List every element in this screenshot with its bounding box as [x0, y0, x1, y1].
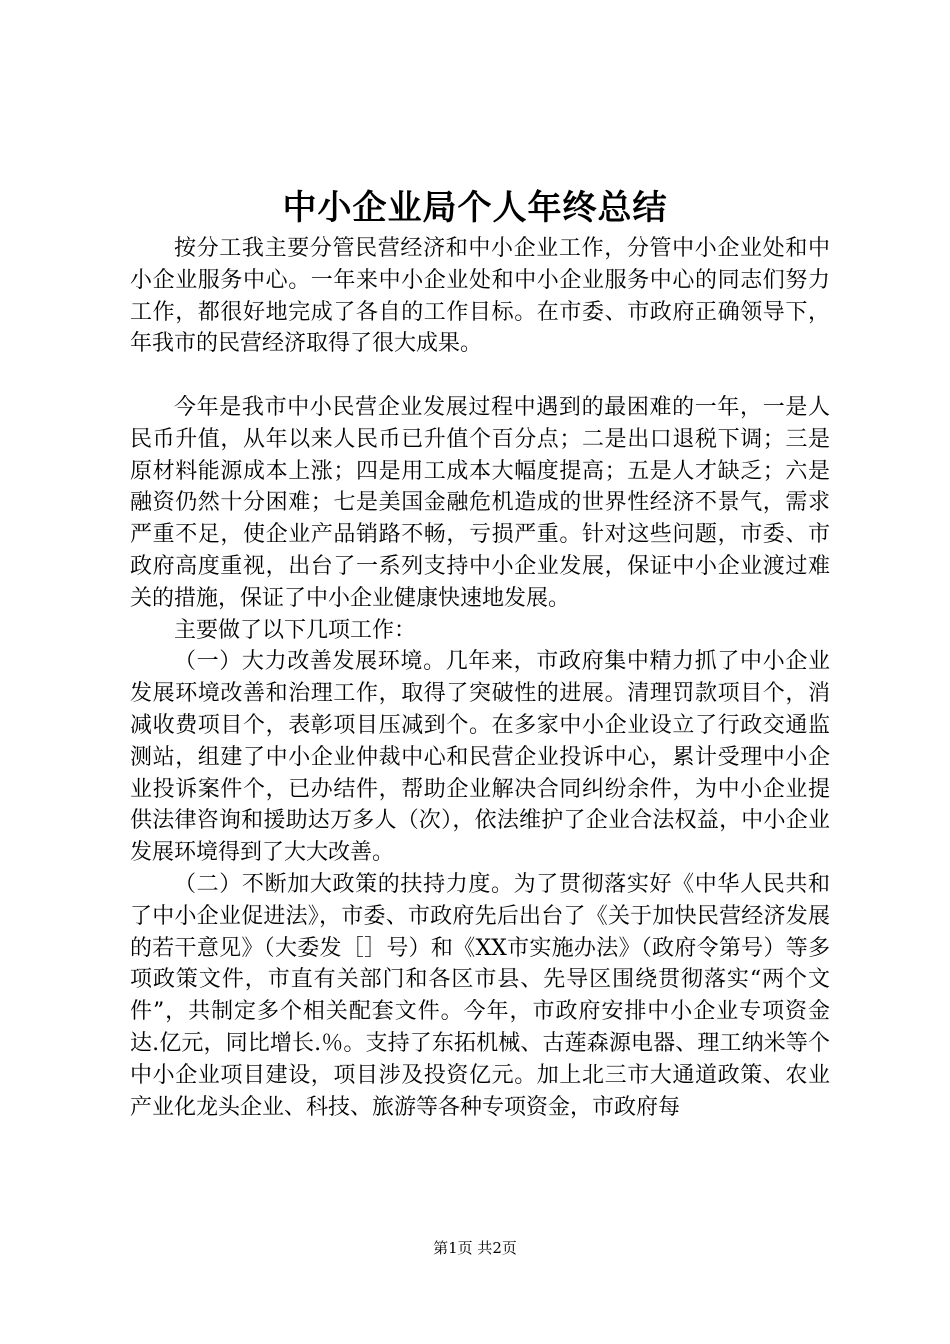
- paragraph-section-2: （二）不断加大政策的扶持力度。为了贯彻落实好《中华人民共和了中小企业促进法》，市委、市政府先后出台了《关于加快民营经济发展的若干意见》（大委发［］号）和《XX市实施办法》（政府令第号）等多项政策文件，市直有关部门和各区市县、先导区围绕贯彻落实“两个文件”，共制定多个相关配套文件。今年，市政府安排中小企业专项资金达.亿元，同比增长.％。支持了东拓机械、古莲森源电器、理工纳米等个中小企业项目建设，项目涉及投资亿元。加上北三市大通道政策、农业产业化龙头企业、科技、旅游等各种专项资金，市政府每: [130, 871, 830, 1120]
- paragraph-difficulties: 今年是我市中小民营企业发展过程中遇到的最困难的一年，一是人民币升值，从年以来人民币已升值个百分点；二是出口退税下调；三是原材料能源成本上涨；四是用工成本大幅度提高；五是人才缺乏；六是融资仍然十分困难；七是美国金融危机造成的世界性经济不景气，需求严重不足，使企业产品销路不畅，亏损严重。针对这些问题，市委、市政府高度重视，出台了一系列支持中小企业发展，保证中小企业渡过难关的措施，保证了中小企业健康快速地发展。: [130, 394, 830, 611]
- paragraph-intro: 按分工我主要分管民营经济和中小企业工作，分管中小企业处和中小企业服务中心。一年来中小企业处和中小企业服务中心的同志们努力工作，都很好地完成了各自的工作目标。在市委、市政府正确领导下，年我市的民营经济取得了很大成果。: [130, 236, 830, 357]
- page-footer: 第1页 共2页: [433, 1239, 517, 1257]
- paragraph-section-1: （一）大力改善发展环境。几年来，市政府集中精力抓了中小企业发展环境改善和治理工作，取得了突破性的进展。清理罚款项目个，消减收费项目个，表彰项目压减到个。在多家中小企业设立了行政交通监测站，组建了中小企业仲裁中心和民营企业投诉中心，累计受理中小企业投诉案件个，已办结件，帮助企业解决合同纠纷余件，为中小企业提供法律咨询和援助达万多人（次），依法维护了企业合法权益，中小企业发展环境得到了大大改善。: [130, 649, 830, 866]
- paragraph-main-work: 主要做了以下几项工作：: [174, 617, 417, 643]
- document-title: 中小企业局个人年终总结: [282, 188, 668, 228]
- document-body: [130, 233, 830, 1123]
- paragraph-gap: [130, 360, 830, 392]
